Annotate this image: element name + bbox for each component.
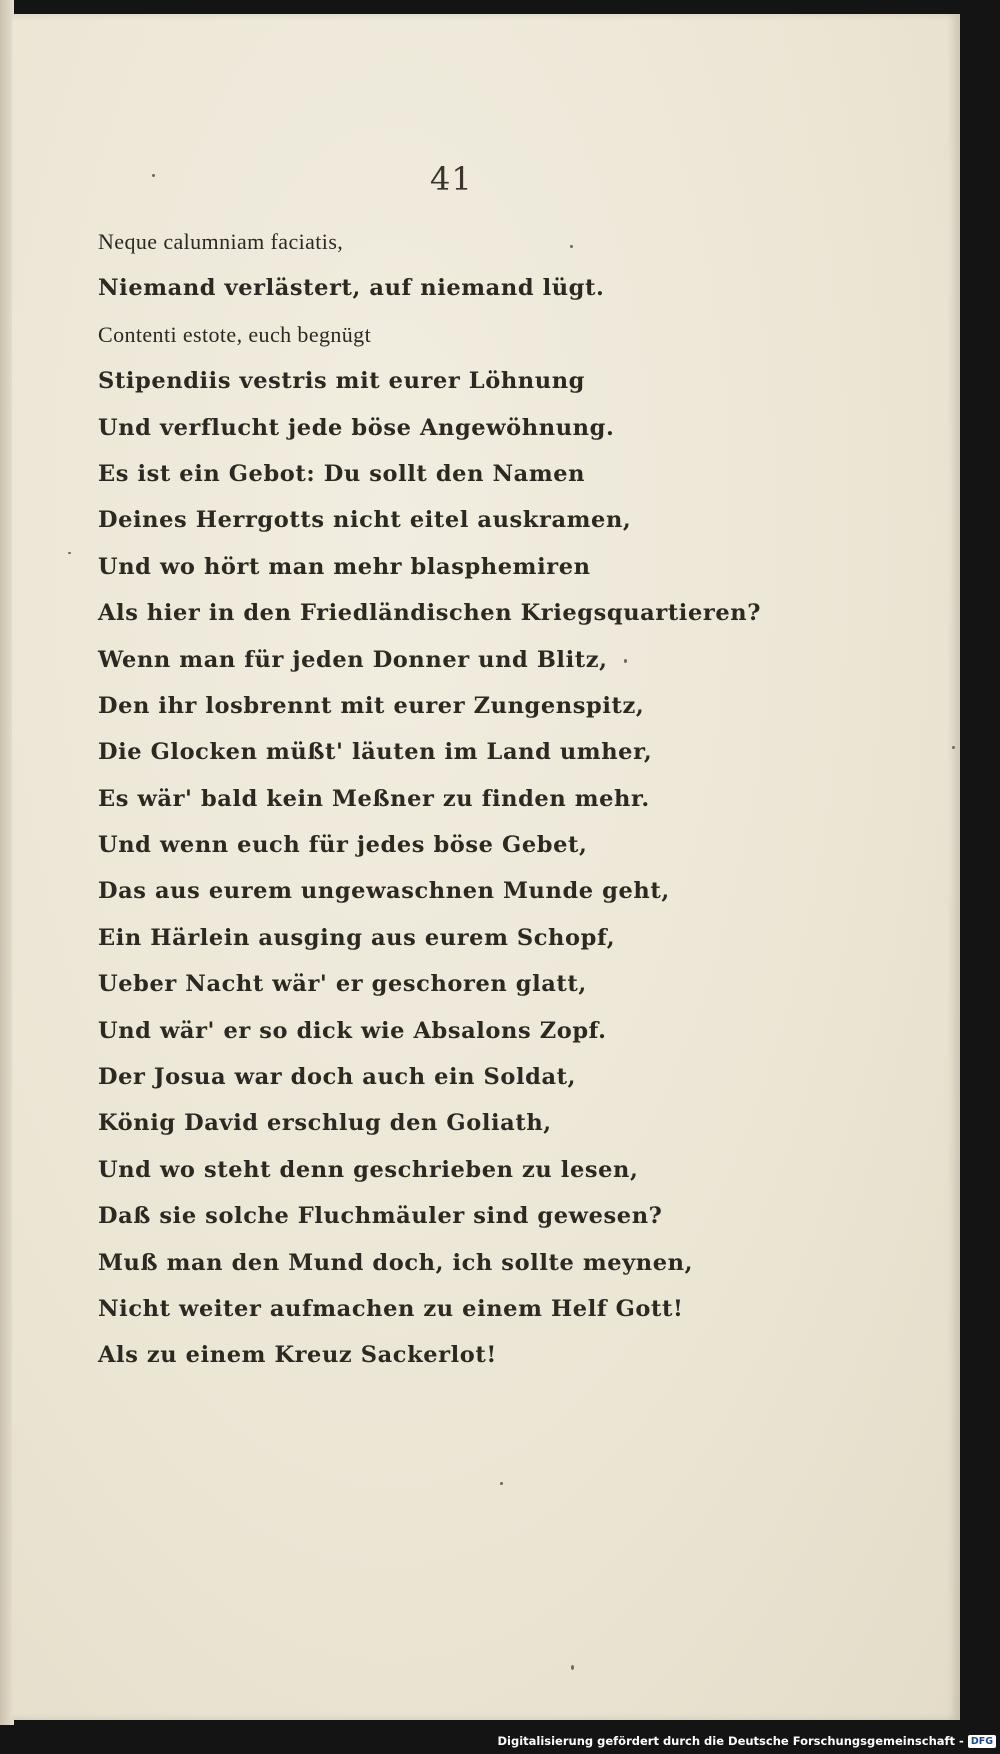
verse-line: Und wo hört man mehr blasphemiren [98, 553, 591, 580]
verse-line: Es ist ein Gebot: Du sollt den Namen [98, 460, 586, 487]
verse-line: Deines Herrgotts nicht eitel auskramen, [98, 507, 632, 534]
verse-line: Als zu einem Kreuz Sackerlot! [98, 1342, 497, 1369]
paper-speck [152, 174, 155, 177]
verse-line: Wenn man für jeden Donner und Blitz, [98, 646, 608, 673]
verse-line: Ein Härlein ausging aus eurem Schopf, [98, 924, 616, 951]
verse-line: Und wär' er so dick wie Absalons Zopf. [98, 1017, 607, 1044]
paper-speck [624, 659, 627, 663]
verse-line: Nicht weiter aufmachen zu einem Helf Gott! [98, 1295, 684, 1322]
verse-line: Daß sie solche Fluchmäuler sind gewesen? [98, 1203, 663, 1230]
paper-speck [952, 746, 955, 749]
book-page [12, 14, 960, 1720]
verse-line: Neque calumniam faciatis, [98, 229, 344, 254]
verse-line: Contenti estote, euch begnügt [98, 321, 372, 347]
credit-text: Digitalisierung gefördert durch die Deutsche Forschungsgemeinschaft - [497, 1734, 964, 1748]
verse-line: Ueber Nacht wär' er geschoren glatt, [98, 971, 587, 998]
verse-line: Es wär' bald kein Meßner zu finden mehr. [98, 785, 650, 812]
verse-line: Den ihr losbrennt mit eurer Zungenspitz, [98, 692, 645, 719]
verse-line: Niemand verlästert, auf niemand lügt. [98, 275, 605, 302]
verse-line: Muß man den Mund doch, ich sollte meynen, [98, 1249, 694, 1276]
paper-speck [570, 245, 573, 248]
paper-speck [68, 552, 71, 554]
verse-line: Als hier in den Friedländischen Kriegsquartieren? [98, 600, 761, 627]
verse-line: Die Glocken müßt' läuten im Land umher, [98, 739, 653, 766]
dfg-logo: DFG [968, 1735, 996, 1748]
verse-line: Stipendiis vestris mit eurer Löhnung [98, 368, 585, 395]
paper-speck [500, 1482, 503, 1485]
verse-line: König David erschlug den Goliath, [98, 1110, 552, 1137]
digitization-credit [497, 1734, 996, 1748]
page-number: 41 [430, 160, 473, 198]
verse-text [98, 219, 761, 1379]
paper-speck [571, 1665, 574, 1670]
verse-line: Der Josua war doch auch ein Soldat, [98, 1064, 577, 1091]
verse-line: Und wenn euch für jedes böse Gebet, [98, 832, 588, 859]
verse-line: Und verflucht jede böse Angewöhnung. [98, 414, 615, 441]
verse-line: Das aus eurem ungewaschnen Munde geht, [98, 878, 670, 905]
verse-line: Und wo steht denn geschrieben zu lesen, [98, 1156, 639, 1183]
